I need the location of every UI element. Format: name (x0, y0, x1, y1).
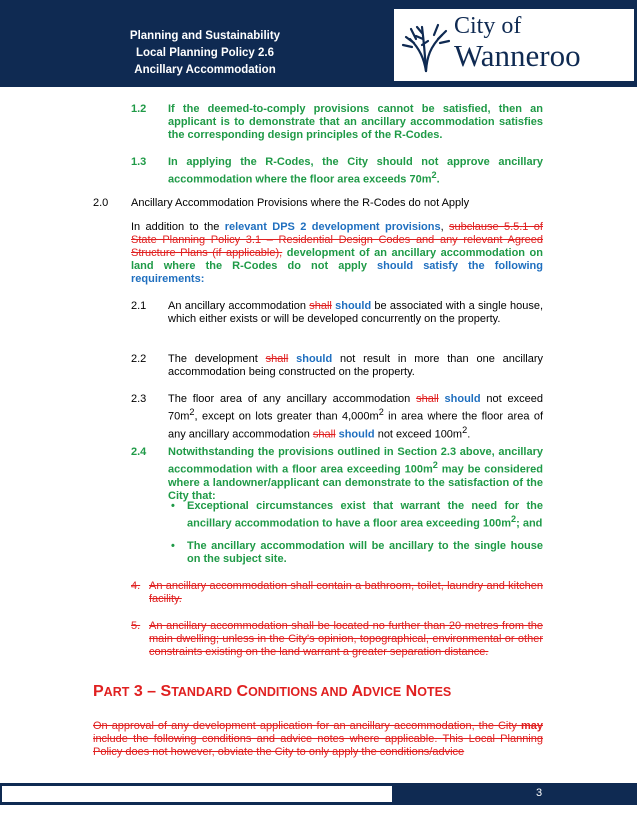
clause-number-1-3: 1.3 (131, 156, 147, 168)
heading-smallcaps: TANDARD (171, 685, 233, 699)
clause-number-2-4: 2.4 (131, 446, 147, 458)
heading-cap: C (232, 683, 249, 700)
superscript: 2 (431, 170, 437, 180)
heading-cap: S (160, 683, 172, 700)
clause-1-3-text (168, 156, 543, 187)
title-line-2: Local Planning Policy 2.6 (135, 47, 275, 59)
deleted-text: include the following conditions and advice notes where applicable. This Local Planning Policy does not however, obviate the City to only apply the conditions/advice (93, 733, 543, 758)
intro-inserted-3: should satisfy the following requirements: (131, 260, 543, 285)
clause-2-1-text (168, 300, 543, 326)
superscript: 2 (462, 424, 468, 435)
footer-panel (2, 786, 392, 802)
title-line-3: Ancillary Accommodation (134, 64, 276, 76)
header-banner (0, 0, 637, 87)
bullet-text: Exceptional circumstances exist that warrant the need for the ancillary accommodation to have a floor area exceeding 100m (187, 500, 543, 530)
heading-smallcaps: ART (103, 685, 130, 699)
deleted-text: shall (312, 428, 336, 441)
clause-1-3-body: In applying the R-Codes, the City should not approve ancillary accommodation where the floor area exceeds 70m (168, 156, 543, 186)
clause-text: , except on lots greater than 4,000m (194, 410, 379, 423)
deleted-text: shall (265, 353, 289, 365)
logo-wordmark (454, 13, 581, 73)
clause-2-4-text (168, 446, 543, 503)
clause-number-1-2: 1.2 (131, 103, 147, 115)
section-2-0-heading: Ancillary Accommodation Provisions where the R-Codes do not Apply (131, 197, 470, 209)
clause-2-3-text (168, 393, 543, 441)
deleted-text: shall (309, 300, 332, 312)
intro-inserted-2: development of an ancillary accommodation on land where the R-Codes do not apply (131, 247, 543, 272)
clause-2-4-bullet-2: The ancillary accommodation will be ancillary to the single house on the subject site. (187, 540, 543, 565)
clause-text: . (467, 428, 471, 441)
clause-number-2-1: 2.1 (131, 300, 147, 312)
intro-text-1: In addition to the (131, 221, 225, 233)
section-2-0-intro (131, 221, 543, 286)
intro-inserted-1: relevant DPS 2 development provisions (224, 221, 441, 233)
clause-5-text: An ancillary accommodation shall be located no further than 20 metres from the main dwelling; unless in the City's opinion, topographical, environmental or other constraints existing on the land warrant a greater separation distance. (149, 620, 543, 658)
title-line-1: Planning and Sustainability (129, 30, 281, 42)
heading-cap: 3 – (129, 683, 161, 700)
inserted-text: should (288, 353, 333, 365)
page-number: 3 (536, 787, 543, 799)
clause-text: in area where the floor area of any ancillary accommodation (168, 410, 544, 441)
heading-cap: N (401, 683, 418, 700)
intro-deleted: subclause 5.5.1 of State Planning Policy 3.1 – Residential Design Codes and any relevant Agreed Structure Plans (if applicable), (131, 221, 543, 259)
inserted-text: should (335, 428, 375, 441)
bullet-dot: • (171, 500, 175, 512)
clause-text: An ancillary accommodation (168, 300, 310, 312)
clause-text: The development (168, 353, 266, 365)
heading-cap: P (93, 683, 104, 700)
heading-smallcaps: DVICE (363, 685, 402, 699)
clause-text: may be considered where a landowner/applicant can demonstrate to the satisfaction of the City that: (168, 463, 543, 502)
clause-number-2-3: 2.3 (131, 393, 147, 405)
clause-text: The floor area of any ancillary accommodation (168, 393, 417, 405)
heading-smallcaps: OTES (417, 685, 452, 699)
clause-number-5: 5. (131, 620, 141, 632)
inserted-text: should (331, 300, 372, 312)
footer-bar (0, 783, 637, 805)
heading-smallcaps: ONDITIONS AND (248, 685, 348, 699)
part-3-intro (93, 720, 543, 759)
document-title (100, 28, 310, 79)
clause-2-2-text (168, 353, 543, 379)
deleted-text: shall (416, 393, 439, 405)
clause-text: Notwithstanding the provisions outlined in Section 2.3 above, ancillary accommodation with a floor area exceeding 100m (168, 446, 543, 476)
superscript: 2 (189, 407, 195, 417)
inserted-text: should (438, 393, 481, 405)
superscript: 2 (378, 407, 384, 417)
logo-line-2: Wanneroo (454, 38, 581, 73)
clause-2-4-bullet-1 (187, 500, 543, 531)
intro-text-2: , (440, 221, 450, 233)
clause-number-4: 4. (131, 580, 141, 592)
deleted-text-bold: may (520, 720, 543, 732)
superscript: 2 (511, 514, 517, 524)
city-logo (394, 9, 634, 81)
clause-4-text: An ancillary accommodation shall contain a bathroom, toilet, laundry and kitchen facility. (149, 580, 543, 605)
banksia-logo-icon (400, 21, 452, 73)
clause-1-3-end: . (436, 173, 440, 186)
bullet-dot: • (171, 540, 175, 552)
clause-1-2-text: If the deemed-to-comply provisions cannot be satisfied, then an applicant is to demonstrate that an ancillary accommodation satisfies the corresponding design principles of the R-Codes. (168, 103, 543, 141)
bullet-text: ; and (516, 517, 543, 530)
clause-text: not result in more than one ancillary accommodation being constructed on the property. (168, 353, 544, 378)
clause-text: be associated with a single house, which either exists or will be developed concurrently on the property. (168, 300, 543, 325)
superscript: 2 (432, 460, 438, 470)
heading-cap: A (347, 683, 364, 700)
logo-line-1: City of (454, 13, 522, 39)
clause-number-2-2: 2.2 (131, 353, 147, 365)
clause-text: not exceed 70m (168, 393, 544, 423)
part-3-heading (93, 685, 451, 699)
section-number-2-0: 2.0 (93, 197, 109, 209)
clause-text: not exceed 100m (374, 428, 463, 441)
deleted-text: On approval of any development application for an ancillary accommodation, the City (93, 720, 521, 732)
